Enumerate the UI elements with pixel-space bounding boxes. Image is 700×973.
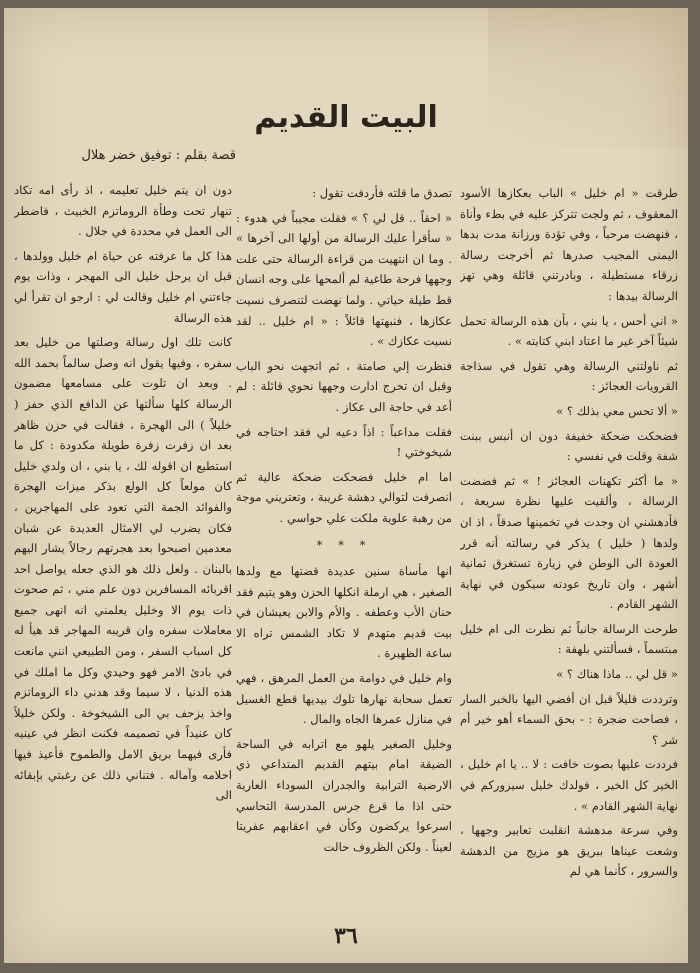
paragraph: فقلت مداعباً : اذاً دعيه لي فقد احتاجه في شيخوختي ! bbox=[236, 424, 452, 460]
paragraph: « اني أحس ، يا بني ، بأن هذه الرسالة تحمل شيئاً آخر غير ما اعتاد ابني كتابته » . bbox=[460, 313, 678, 349]
paragraph: انها مأساة سنين عديدة قضتها مع ولدها الصغير ، هي ارملة انكلها الحزن وهو يتيم فقد حنان الأب وعطفه . والأم والابن يعيشان في بيت قديم متهدم لا تكاد الشمس تراه الا ساعة الظهيرة . bbox=[236, 564, 452, 661]
text-column-middle bbox=[236, 183, 452, 913]
paragraph: تصدق ما قلته فأردفت تقول : bbox=[312, 186, 452, 200]
story-byline: قصة بقلم : توفيق خضر هلال bbox=[81, 148, 236, 163]
paragraph: « ما أكثر تكهنات العجائز ! » ثم فضضت الرسالة ، وألقيت عليها نظرة سريعة ، فأدهشني ان وجدت في تخمينها صدقاً ، اذ ان ولدها ( خليل ) يذكر في رسالته أنه قرر العودة الى الوطن في زيارة تستغرق ثمانية أشهر ، وان تاريخ عودته سيكون في نهاية الشهر القادم . bbox=[460, 473, 678, 612]
paragraph: اما ام خليل فضحكت ضحكة عالية ثم انصرفت لتوالي دهشة غريبة ، وتعتريني موجة من رهبة علوية ملكت علي حواسي . bbox=[236, 469, 452, 525]
paragraph: كانت تلك اول رسالة وصلتها من خليل بعد سفره ، وفيها يقول انه وصل سالماً بحمد الله . وبعد ان تلوت على مسامعها مضمون الرسالة كلها سألتها عن الدافع الذي حفز ( خليلاً ) الى الهجرة ، فقالت في حزن ظاهر بعد ان زفرت زفرة طويلة مكدودة : كل ما استطيع ان اقوله لك ، يا بني ، ان ولدي خليل كان مولعاً كل الولع بذكر ميزات الهجرة والفوائد الجمة التي تعود على المهاجرين ، فكان يضرب لي الامثال العديدة عن شبان معدمين اصبحوا بعد هجرتهم رجالاً يشار اليهم بالبنان . ولعل ذلك هو الذي جعله يواصل احد اقربائه المسافرين دون علم مني ، ثم صحوت ذات يوم الا وخليل يعلمني انه انهى جميع معاملات سفره وان قريبه المهاجر قد هيأ له كل اسباب السفر ، ومن الطبيعي انني مانعت في بادئ الامر فهو وحيدي وكل ما املك في هذه الدنيا ، لا سيما وقد هدني داء الروماتزم واخذ يزحف بي الى الشيخوخة . ولكن خليلاً كان عنيداً في تصميمه فكنت انظر في عينيه فأرى فيهما بريق الامل والطموح فأعيذ فيها احلامه وآماله . فتناني ذلك عن رغبتي بإبقائه الى bbox=[14, 335, 232, 803]
paragraph: وفي سرعة مدهشة انقلبت تعابير وجهها ، وشعت عيناها ببريق هو مزيج من الدهشة والسرور ، كأنما هي لم bbox=[460, 823, 678, 879]
page-number: ٣٦ bbox=[334, 923, 358, 949]
paragraph: دون ان يتم خليل تعليمه ، اذ رأى امه تكاد تنهار تحت وطأة الروماتزم الخبيث ، فاضطر الى العمل في محددة في جلال . bbox=[14, 183, 232, 239]
paragraph: فرددت عليها بصوت خافت : لا .. يا ام خليل ، الخير كل الخير ، فولدك خليل سيزوركم في نهاية الشهر القادم » . bbox=[460, 757, 678, 813]
paragraph: وترددت قليلاً قبل ان أفضي اليها بالخبر السار ، فصاحت ضجرة : - بحق السماء أهو خير أم شر ؟ bbox=[460, 691, 678, 747]
paragraph: فنظرت إلي صامتة ، ثم اتجهت نحو الباب وقبل ان تخرج ادارت وجهها نحوي قائلة : لم أعد في حاجة الى عكاز . bbox=[236, 358, 452, 414]
paragraph: طرحت الرسالة جانباً ثم نظرت الى ام خليل مبتسماً ، فسألتني بلهفة : bbox=[460, 621, 678, 657]
text-column-left bbox=[14, 180, 232, 900]
story-title: البيت القديم bbox=[254, 100, 438, 135]
paper-tear-shadow bbox=[488, 8, 688, 148]
paragraph: « قل لي .. ماذا هناك ؟ » bbox=[556, 667, 678, 682]
paragraph: طرقت « ام خليل » الباب بعكازها الأسود المعقوف ، ثم ولجت تتركز عليه في بطء وأناة ، فنهضت مرحباً ، وفي تؤدة ورزانة مدت بدها اليمنى المجيب صدرها ثم أخرجت رسالة زرقاء مستطيلة ، وبادرتني قائلة وهي تهز الرسالة بيدها : bbox=[460, 186, 678, 303]
paragraph: وخليل الصغير يلهو مع اترابه في الساحة الضيقة امام بيتهم القديم المتداعي ذي الارضية الترابية والجدران السوداء العارية حتى اذا ما قرع جرس المدرسة التحاسي اسرعوا يركضون وكأن في اعقابهم عفريتا لعيناً . ولكن الظروف حالت bbox=[236, 736, 452, 854]
paragraph: « ألا تحس معي بذلك ؟ » bbox=[556, 403, 678, 418]
paragraph: وام خليل في دوامة من العمل المرهق ، فهي تعمل سحابة نهارها تلوك بيديها قطع الغسيل في منازل عمرها الجاه والمال . bbox=[236, 671, 452, 727]
paragraph: هذا كل ما عرفته عن حياة ام خليل وولدها ، قبل ان يرحل خليل الى المهجر ، وذات يوم جاءتني ام خليل وقالت لي : ارجو ان تقرأ لي هذه الرسالة bbox=[14, 248, 232, 325]
section-separator: * * * bbox=[316, 537, 372, 552]
paragraph: « احقاً .. قل لي ؟ » فقلت مجيباً في هدوء : « سأقرأ عليك الرسالة من أولها الى آخرها » . وما ان انتهيت من قراءة الرسالة حتى علت وجهها فرحة طاغية لم ألمحها على وجه انسان قط طيلة حياتي . ولما نهضت لتنصرف نسيت عكازها ، فنبهتها قائلاً : « ام خليل .. لقد نسيت عكازك » . bbox=[236, 210, 452, 349]
paragraph: ثم ناولتني الرسالة وهي تقول في سذاجة القرويات العجائز : bbox=[460, 358, 678, 394]
magazine-page bbox=[4, 8, 688, 963]
paragraph: فضحكت ضحكة خفيفة دون ان أنبس ببنت شفة وقلت في نفسي : bbox=[460, 428, 678, 464]
text-column-right bbox=[460, 183, 678, 913]
